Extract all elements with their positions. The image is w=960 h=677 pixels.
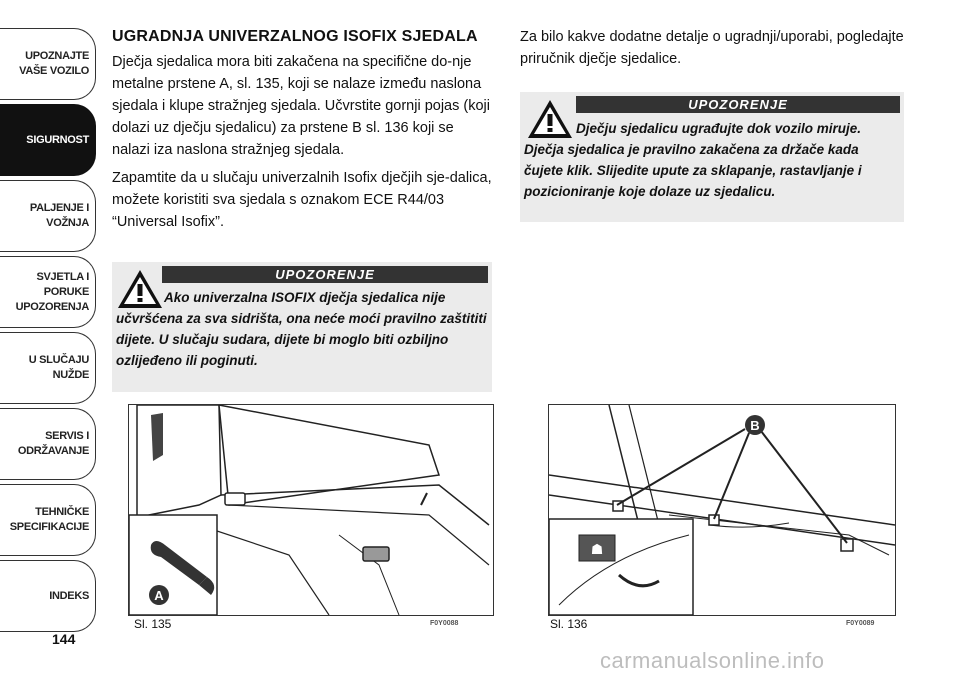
seat-isofix-illustration <box>129 405 493 615</box>
section-heading: UGRADNJA UNIVERZALNOG ISOFIX SJEDALA <box>112 28 478 45</box>
paragraph-isofix-rings: Dječja sjedalica mora biti zakačena na specifične do-nje metalne prstene A, sl. 135, koji se nalaze između naslona sjedala i klupe stražnjeg sjedala. Učvrstite gornji pojas (koji dolazi uz dječju sjedalicu) za prstene B sl. 136 koji se nalazi iza naslona stražnjeg sjedala. <box>112 54 490 158</box>
paragraph-universal-isofix: Zapamtite da u slučaju univerzalnih Isofix dječjih sje-dalica, možete koristiti sva sjedala s oznakom ECE R44/03 “Universal Isofix”. <box>112 170 492 230</box>
tab-u-slucaju[interactable]: U SLUČAJU NUŽDE <box>0 332 96 404</box>
tab-upoznajte[interactable]: UPOZNAJTE VAŠE VOZILO <box>0 28 96 100</box>
figure-135-code: F0Y0088 <box>430 620 459 627</box>
right-column <box>520 26 904 76</box>
child-seat-symbol-icon: ☗ <box>590 542 604 558</box>
watermark: carmanualsonline.info <box>600 648 825 673</box>
tab-paljenje[interactable]: PALJENJE I VOŽNJA <box>0 180 96 252</box>
figure-136 <box>548 404 896 616</box>
tab-svjetla[interactable]: SVJETLA I PORUKE UPOZORENJA <box>0 256 96 328</box>
warning-text: Ako univerzalna ISOFIX dječja sjedalica nije učvršćena za sva sidrišta, ona neće moći pravilno zaštititi dijete. U slučaju sudara, dijete bi moglo biti ozbiljno ozlijeđeno ili poginuti. <box>116 290 487 368</box>
left-column <box>112 26 494 239</box>
figure-136-caption: Sl. 136 <box>550 617 588 631</box>
figure-136-code: F0Y0089 <box>846 620 875 627</box>
warning-box-2 <box>520 92 904 222</box>
tab-servis[interactable]: SERVIS I ODRŽAVANJE <box>0 408 96 480</box>
figure-135 <box>128 404 494 616</box>
tab-indeks[interactable]: INDEKS <box>0 560 96 632</box>
warning-title: UPOZORENJE <box>162 266 488 283</box>
warning-box-1 <box>112 262 492 392</box>
marker-a-label: A <box>154 588 164 603</box>
paragraph-details: Za bilo kakve dodatne detalje o ugradnji/uporabi, pogledajte priručnik dječje sjedalice. <box>520 29 904 67</box>
warning-title: UPOZORENJE <box>576 96 900 113</box>
marker-b-label: B <box>750 418 760 433</box>
tab-tehnicke[interactable]: TEHNIČKE SPECIFIKACIJE <box>0 484 96 556</box>
figure-135-caption: Sl. 135 <box>134 617 172 631</box>
rear-seat-anchor-illustration <box>549 405 895 615</box>
warning-text: Dječju sjedalicu ugrađujte dok vozilo miruje. Dječja sjedalica je pravilno zakačena za držače kada čujete klik. Slijedite upute za sklapanje, rastavljanje i pozicioniranje koje dolaze uz sjedalicu. <box>524 121 862 199</box>
tab-sigurnost[interactable]: SIGURNOST <box>0 104 96 176</box>
page-number: 144 <box>52 631 76 647</box>
